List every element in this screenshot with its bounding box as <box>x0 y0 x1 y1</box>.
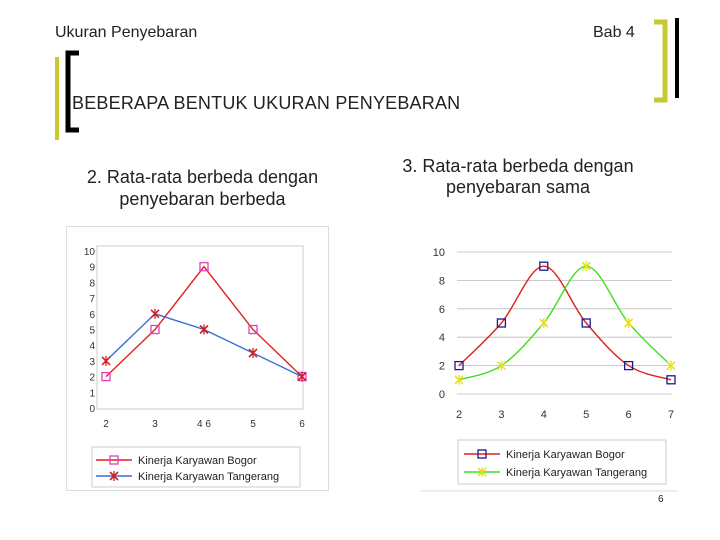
caption-right: 3. Rata-rata berbeda dengan penyebaran sama <box>402 156 634 197</box>
accent-bar-left <box>55 57 59 140</box>
y-tick-label: 6 <box>89 309 95 321</box>
data-point <box>455 375 463 385</box>
bracket-left <box>68 53 79 130</box>
x-tick-label: 5 <box>583 409 590 421</box>
y-tick-label: 0 <box>438 389 445 401</box>
x-tick-label: 4 <box>540 409 547 421</box>
y-tick-label: 10 <box>432 247 445 259</box>
y-tick-label: 10 <box>83 247 95 258</box>
x-tick-label: 5 <box>250 419 256 430</box>
data-point <box>540 318 548 328</box>
y-tick-label: 7 <box>89 294 95 306</box>
chart-left <box>66 226 330 492</box>
y-tick-label: 0 <box>89 404 95 415</box>
y-tick-label: 8 <box>89 278 95 290</box>
chart-right <box>420 240 680 492</box>
legend-label-2: Kinerja Karyawan Tangerang <box>138 471 280 483</box>
y-tick-label: 8 <box>438 275 445 288</box>
x-tick-label: 2 <box>455 409 463 421</box>
header-section-label: Ukuran Penyebaran <box>55 24 198 41</box>
x-tick-label: 7 <box>667 409 675 421</box>
y-tick-label: 4 <box>438 332 445 345</box>
y-tick-label: 2 <box>89 372 95 384</box>
header-chapter-label: Bab 4 <box>593 24 635 41</box>
y-tick-label: 6 <box>438 303 445 316</box>
x-tick-label: 6 <box>625 409 632 421</box>
y-tick-label: 4 <box>89 341 95 353</box>
page-number: 6 <box>658 494 664 505</box>
bracket-right <box>654 22 665 100</box>
x-tick-label: 3 <box>152 419 158 430</box>
legend-label-1: Kinerja Karyawan Bogor <box>138 455 257 467</box>
x-tick-label: 4 6 <box>197 419 211 430</box>
data-point <box>625 318 633 328</box>
accent-bar-right <box>675 18 679 98</box>
y-tick-label: 9 <box>89 262 95 274</box>
slide-title: BEBERAPA BENTUK UKURAN PENYEBARAN <box>72 93 461 113</box>
y-tick-label: 1 <box>89 388 95 400</box>
legend-label-1: Kinerja Karyawan Bogor <box>506 449 625 461</box>
y-tick-label: 2 <box>438 360 445 373</box>
series-line-1 <box>459 266 671 380</box>
x-tick-label: 2 <box>103 419 109 430</box>
x-tick-label: 6 <box>299 419 305 430</box>
legend-label-2: Kinerja Karyawan Tangerang <box>506 467 648 479</box>
x-tick-label: 3 <box>498 409 505 421</box>
series-line-2 <box>459 266 671 380</box>
y-tick-label: 3 <box>89 356 95 368</box>
y-tick-label: 5 <box>89 325 95 337</box>
caption-left: 2. Rata-rata berbeda dengan penyebaran berbeda <box>86 167 319 209</box>
